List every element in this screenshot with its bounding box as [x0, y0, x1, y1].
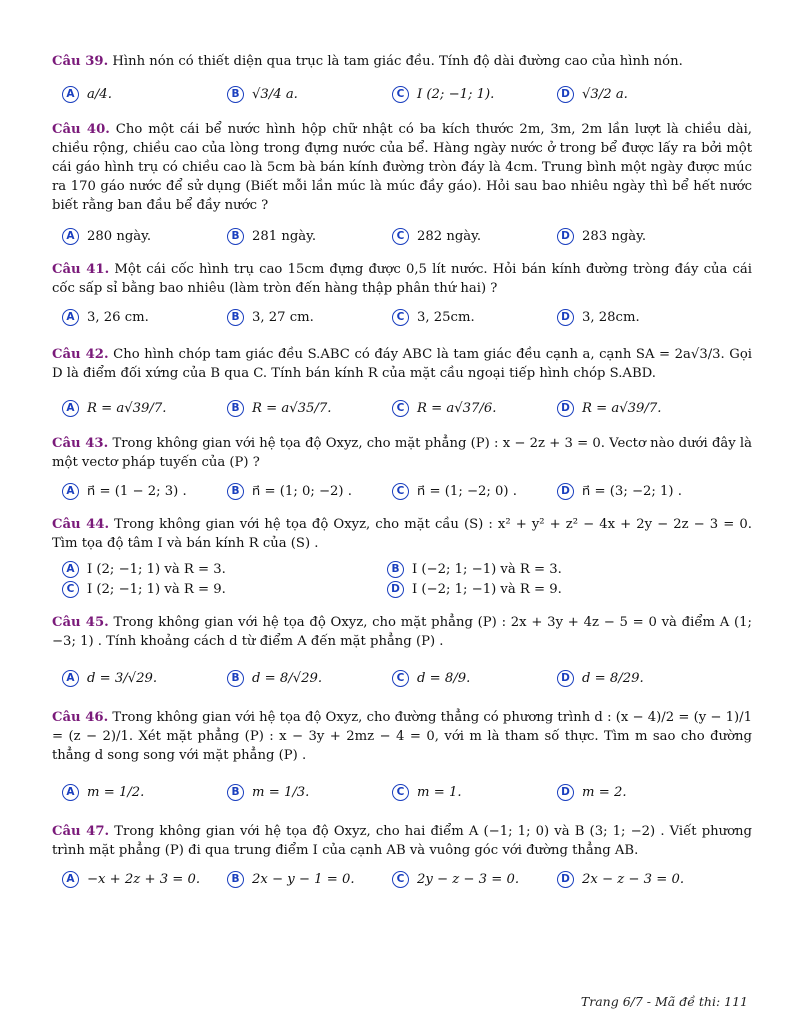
option-c[interactable]	[382, 669, 547, 688]
option-a[interactable]	[52, 308, 217, 327]
answer-options	[52, 559, 752, 599]
option-d[interactable]	[547, 227, 712, 246]
option-text: d = 8/29.	[582, 671, 644, 686]
question-number: Câu 41.	[52, 262, 110, 277]
option-text: R = a√39/7.	[87, 401, 167, 416]
option-c[interactable]	[382, 399, 547, 418]
answer-options	[52, 85, 752, 104]
question-text: Trong không gian với hệ tọa độ Oxyz, cho mặt cầu (S) : x² + y² + z² − 4x + 2y − 2z − 3 = 0. Tìm tọa độ tâm I và bán kính R của (S) .	[52, 517, 752, 551]
option-badge: A	[62, 871, 79, 888]
option-badge: C	[62, 581, 79, 598]
option-d[interactable]	[377, 580, 702, 599]
option-c[interactable]	[382, 783, 547, 802]
option-badge: D	[557, 400, 574, 417]
option-text: 3, 28cm.	[582, 310, 640, 325]
option-d[interactable]	[547, 783, 712, 802]
option-a[interactable]	[52, 85, 217, 104]
option-b[interactable]	[217, 399, 382, 418]
option-text: √3/4 a.	[252, 87, 298, 102]
option-badge: A	[62, 483, 79, 500]
option-text: −x + 2z + 3 = 0.	[87, 872, 201, 887]
answer-options	[52, 783, 752, 802]
option-text: 2x − z − 3 = 0.	[582, 872, 685, 887]
option-badge: B	[227, 483, 244, 500]
question-number: Câu 40.	[52, 122, 110, 137]
question-43	[52, 434, 752, 472]
answer-options	[52, 870, 752, 889]
question-number: Câu 44.	[52, 517, 110, 532]
question-number: Câu 47.	[52, 824, 110, 839]
answer-options	[52, 669, 752, 688]
question-47	[52, 822, 752, 860]
option-text: 281 ngày.	[252, 229, 317, 244]
option-badge: B	[227, 871, 244, 888]
option-text: R = a√35/7.	[252, 401, 332, 416]
option-text: d = 8/9.	[417, 671, 471, 686]
option-badge: B	[227, 400, 244, 417]
option-badge: D	[557, 871, 574, 888]
option-badge: D	[557, 670, 574, 687]
option-text: 282 ngày.	[417, 229, 482, 244]
option-text: I (2; −1; 1) và R = 9.	[87, 581, 226, 597]
option-badge: C	[392, 784, 409, 801]
option-badge: B	[227, 309, 244, 326]
option-text: m = 1/3.	[252, 785, 310, 800]
question-number: Câu 46.	[52, 710, 109, 725]
option-badge: C	[392, 309, 409, 326]
option-d[interactable]	[547, 308, 712, 327]
option-badge: B	[227, 784, 244, 801]
option-b[interactable]	[217, 227, 382, 246]
option-badge: C	[392, 483, 409, 500]
question-text: Một cái cốc hình trụ cao 15cm đựng được 0,5 lít nước. Hỏi bán kính đường tròng đáy của cái cốc sấp sỉ bằng bao nhiêu (làm tròn đến hàng thập phân thứ hai) ?	[52, 262, 752, 296]
option-badge: A	[62, 86, 79, 103]
option-b[interactable]	[377, 560, 702, 579]
option-badge: B	[227, 670, 244, 687]
exam-page	[52, 52, 752, 903]
option-text: m = 1.	[417, 785, 462, 800]
option-text: 3, 25cm.	[417, 310, 475, 325]
option-badge: A	[62, 784, 79, 801]
option-c[interactable]	[382, 85, 547, 104]
question-45	[52, 613, 752, 651]
option-text: m = 1/2.	[87, 785, 145, 800]
option-badge: D	[387, 581, 404, 598]
option-text: R = a√39/7.	[582, 401, 662, 416]
option-b[interactable]	[217, 870, 382, 889]
question-44	[52, 515, 752, 553]
option-d[interactable]	[547, 870, 712, 889]
option-a[interactable]	[52, 399, 217, 418]
option-text: 283 ngày.	[582, 229, 647, 244]
option-d[interactable]	[547, 399, 712, 418]
option-c[interactable]	[382, 870, 547, 889]
answer-options	[52, 227, 752, 246]
option-text: a/4.	[87, 87, 112, 102]
option-badge: D	[557, 784, 574, 801]
option-text: d = 8/√29.	[252, 671, 323, 686]
option-b[interactable]	[217, 783, 382, 802]
option-text: I (−2; 1; −1) và R = 3.	[412, 561, 562, 577]
option-d[interactable]	[547, 669, 712, 688]
question-42	[52, 345, 752, 383]
question-text: Trong không gian với hệ tọa độ Oxyz, cho đường thẳng có phương trình d : (x − 4)/2 = (y − 1)/1 = (z − 2)/1. Xét mặt phẳng (P) : x − 3y + 2mz − 4 = 0, với m là tham số thực. Tìm m sao cho đường thẳng d song song với mặt phẳng (P) .	[52, 710, 752, 763]
option-a[interactable]	[52, 870, 217, 889]
option-text: I (−2; 1; −1) và R = 9.	[412, 581, 562, 597]
option-text: d = 3/√29.	[87, 671, 158, 686]
option-text: I (2; −1; 1) và R = 3.	[87, 561, 226, 577]
option-b[interactable]	[217, 85, 382, 104]
option-text: 2y − z − 3 = 0.	[417, 872, 520, 887]
option-c[interactable]	[382, 482, 547, 501]
option-badge: B	[227, 86, 244, 103]
option-text: 3, 26 cm.	[87, 310, 149, 325]
question-46	[52, 708, 752, 765]
option-d[interactable]	[547, 482, 712, 501]
question-number: Câu 45.	[52, 615, 109, 630]
option-a[interactable]	[52, 783, 217, 802]
option-text: I (2; −1; 1).	[417, 87, 495, 102]
option-d[interactable]	[547, 85, 712, 104]
question-number: Câu 42.	[52, 347, 109, 362]
option-text: n⃗ = (1; −2; 0) .	[417, 484, 517, 499]
option-text: n⃗ = (1 − 2; 3) .	[87, 484, 187, 499]
answer-options	[52, 399, 752, 418]
option-a[interactable]	[52, 482, 217, 501]
option-badge: B	[227, 228, 244, 245]
question-text: Trong không gian với hệ tọa độ Oxyz, cho mặt phẳng (P) : 2x + 3y + 4z − 5 = 0 và điểm A (1; −3; 1) . Tính khoảng cách d từ điểm A đến mặt phẳng (P) .	[52, 615, 752, 649]
option-badge: A	[62, 561, 79, 578]
answer-options	[52, 308, 752, 327]
option-badge: C	[392, 400, 409, 417]
option-text: m = 2.	[582, 785, 627, 800]
option-text: √3/2 a.	[582, 87, 628, 102]
option-c[interactable]	[382, 308, 547, 327]
option-badge: A	[62, 670, 79, 687]
question-number: Câu 43.	[52, 436, 109, 451]
option-a[interactable]	[52, 669, 217, 688]
option-badge: A	[62, 400, 79, 417]
option-c[interactable]	[382, 227, 547, 246]
option-text: 3, 27 cm.	[252, 310, 314, 325]
question-41	[52, 260, 752, 298]
option-badge: D	[557, 483, 574, 500]
question-text: Cho hình chóp tam giác đều S.ABC có đáy ABC là tam giác đều cạnh a, cạnh SA = 2a√3/3. Gọi D là điểm đối xứng của B qua C. Tính bán kính R của mặt cầu ngoại tiếp hình chóp S.ABD.	[52, 347, 752, 381]
question-text: Trong không gian với hệ tọa độ Oxyz, cho hai điểm A (−1; 1; 0) và B (3; 1; −2) . Viết phương trình mặt phẳng (P) đi qua trung điểm I của cạnh AB và vuông góc với đường thẳng AB.	[52, 824, 752, 858]
option-text: 280 ngày.	[87, 229, 152, 244]
option-badge: D	[557, 309, 574, 326]
option-b[interactable]	[217, 308, 382, 327]
option-badge: C	[392, 228, 409, 245]
option-a[interactable]	[52, 560, 377, 579]
option-badge: C	[392, 871, 409, 888]
option-badge: C	[392, 86, 409, 103]
option-text: 2x − y − 1 = 0.	[252, 872, 355, 887]
answer-options	[52, 482, 752, 501]
question-39	[52, 52, 752, 71]
question-text: Cho một cái bể nước hình hộp chữ nhật có ba kích thước 2m, 3m, 2m lần lượt là chiều dài, chiều rộng, chiều cao của lòng trong đựng nước của bể. Hàng ngày nước ở trong bể được lấy ra bởi một cái gáo hình trụ có chiều cao là 5cm bà bán kính đường tròn đáy là 4cm. Trung bình một ngày được múc ra 170 gáo nước để sử dụng (Biết mỗi lần múc là múc đầy gáo). Hỏi sau bao nhiêu ngày thì bể hết nước biết rằng ban đầu bể đầy nước ?	[52, 122, 752, 213]
option-b[interactable]	[217, 669, 382, 688]
question-number: Câu 39.	[52, 54, 109, 69]
option-badge: A	[62, 309, 79, 326]
question-40	[52, 120, 752, 215]
page-footer: Trang 6/7 - Mã đề thi: 111	[580, 994, 748, 1009]
option-text: R = a√37/6.	[417, 401, 497, 416]
option-c[interactable]	[52, 580, 377, 599]
option-text: n⃗ = (1; 0; −2) .	[252, 484, 352, 499]
option-badge: C	[392, 670, 409, 687]
question-text: Hình nón có thiết diện qua trục là tam giác đều. Tính độ dài đường cao của hình nón.	[112, 54, 683, 69]
option-badge: D	[557, 86, 574, 103]
option-text: n⃗ = (3; −2; 1) .	[582, 484, 682, 499]
option-badge: D	[557, 228, 574, 245]
question-text: Trong không gian với hệ tọa độ Oxyz, cho mặt phẳng (P) : x − 2z + 3 = 0. Vectơ nào dưới đây là một vectơ pháp tuyến của (P) ?	[52, 436, 752, 470]
option-a[interactable]	[52, 227, 217, 246]
option-badge: B	[387, 561, 404, 578]
option-b[interactable]	[217, 482, 382, 501]
option-badge: A	[62, 228, 79, 245]
